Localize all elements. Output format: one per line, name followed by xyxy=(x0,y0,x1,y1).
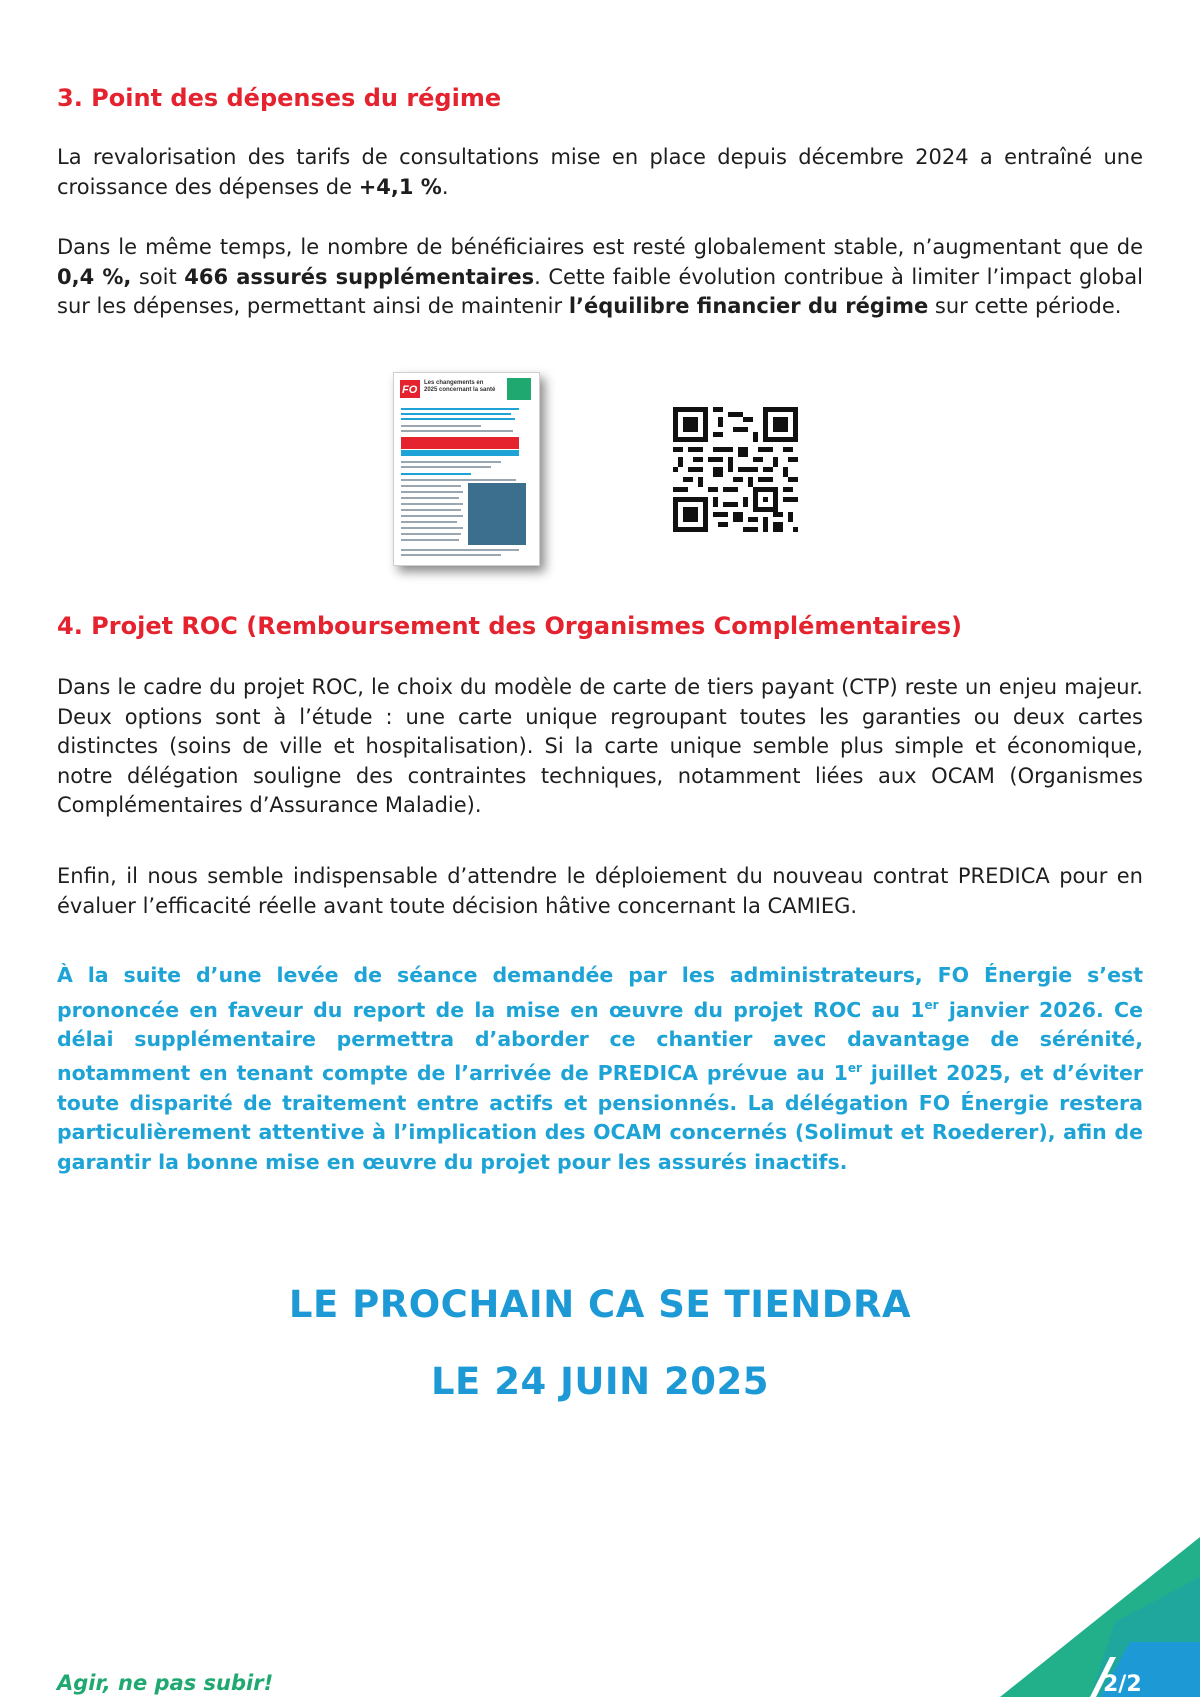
section-3-heading: 3. Point des dépenses du régime xyxy=(57,84,502,112)
fo-logo: FO xyxy=(400,380,420,398)
section-3-paragraph-2: Dans le même temps, le nombre de bénéficiaires est resté globalement stable, n’augmentant que de 0,4 %, soit 466 assurés supplémentaires. Cette faible évolution contribue à limiter l’impact global sur les dépenses, permettant ainsi de maintenir l’équilibre financier du régime sur cette période. xyxy=(57,235,1144,318)
next-meeting-banner-line-1: LE PROCHAIN CA SE TIENDRA xyxy=(288,1283,912,1326)
page-number: 2/2 xyxy=(1103,1672,1142,1697)
section-4-paragraph-2: Enfin, il nous semble indispensable d’attendre le déploiement du nouveau contrat PREDICA pour en évaluer l’efficacité réelle avant toute décision hâtive concernant la CAMIEG. xyxy=(57,864,1143,918)
section-4-paragraph-1: Dans le cadre du projet ROC, le choix du modèle de carte de tiers payant (CTP) reste un enjeu majeur. Deux options sont à l’étude : une carte unique regroupant toutes les garanties ou deux cartes distinctes (soins de ville et hospitalisation). Si la carte unique semble plus simple et économique, notre délégation souligne des contraintes techniques, notamment liées aux OCAM (Organismes Complémentaires d’Assurance Maladie). xyxy=(57,675,1143,817)
next-meeting-banner-line-2: LE 24 JUIN 2025 xyxy=(430,1360,769,1403)
health-card-image xyxy=(468,483,526,545)
leaflet-table xyxy=(401,437,519,449)
footer-slogan: Agir, ne pas subir! xyxy=(57,1671,274,1695)
footer-corner-decoration xyxy=(940,1537,1200,1697)
leaflet-thumbnail[interactable] xyxy=(393,372,540,566)
section-4-highlight-paragraph: À la suite d’une levée de séance demandée par les administrateurs, FO Énergie s’est prononcée en faveur du report de la mise en œuvre du projet ROC au 1er janvier 2026. Ce délai supplémentaire permettra d’aborder ce chantier avec davantage de sérénité, notamment en tenant compte de l’arrivée de PREDICA prévue au 1er juillet 2025, et d’éviter toute disparité de traitement entre actifs et pensionnés. La délégation FO Énergie restera particulièrement attentive à l’implication des OCAM concernés (Solimut et Roederer), afin de garantir la bonne mise en œuvre du projet pour les assurés inactifs. xyxy=(57,963,1143,1174)
qr-code[interactable] xyxy=(673,407,798,532)
section-3-paragraph-1: La revalorisation des tarifs de consultations mise en place depuis décembre 2024 a entraîné une croissance des dépenses de +4,1 %. xyxy=(57,145,1143,199)
section-4-heading: 4. Projet ROC (Remboursement des Organismes Complémentaires) xyxy=(57,612,963,640)
leaflet-title: Les changements en 2025 concernant la santé xyxy=(424,380,496,393)
leaflet-tag xyxy=(507,378,531,400)
